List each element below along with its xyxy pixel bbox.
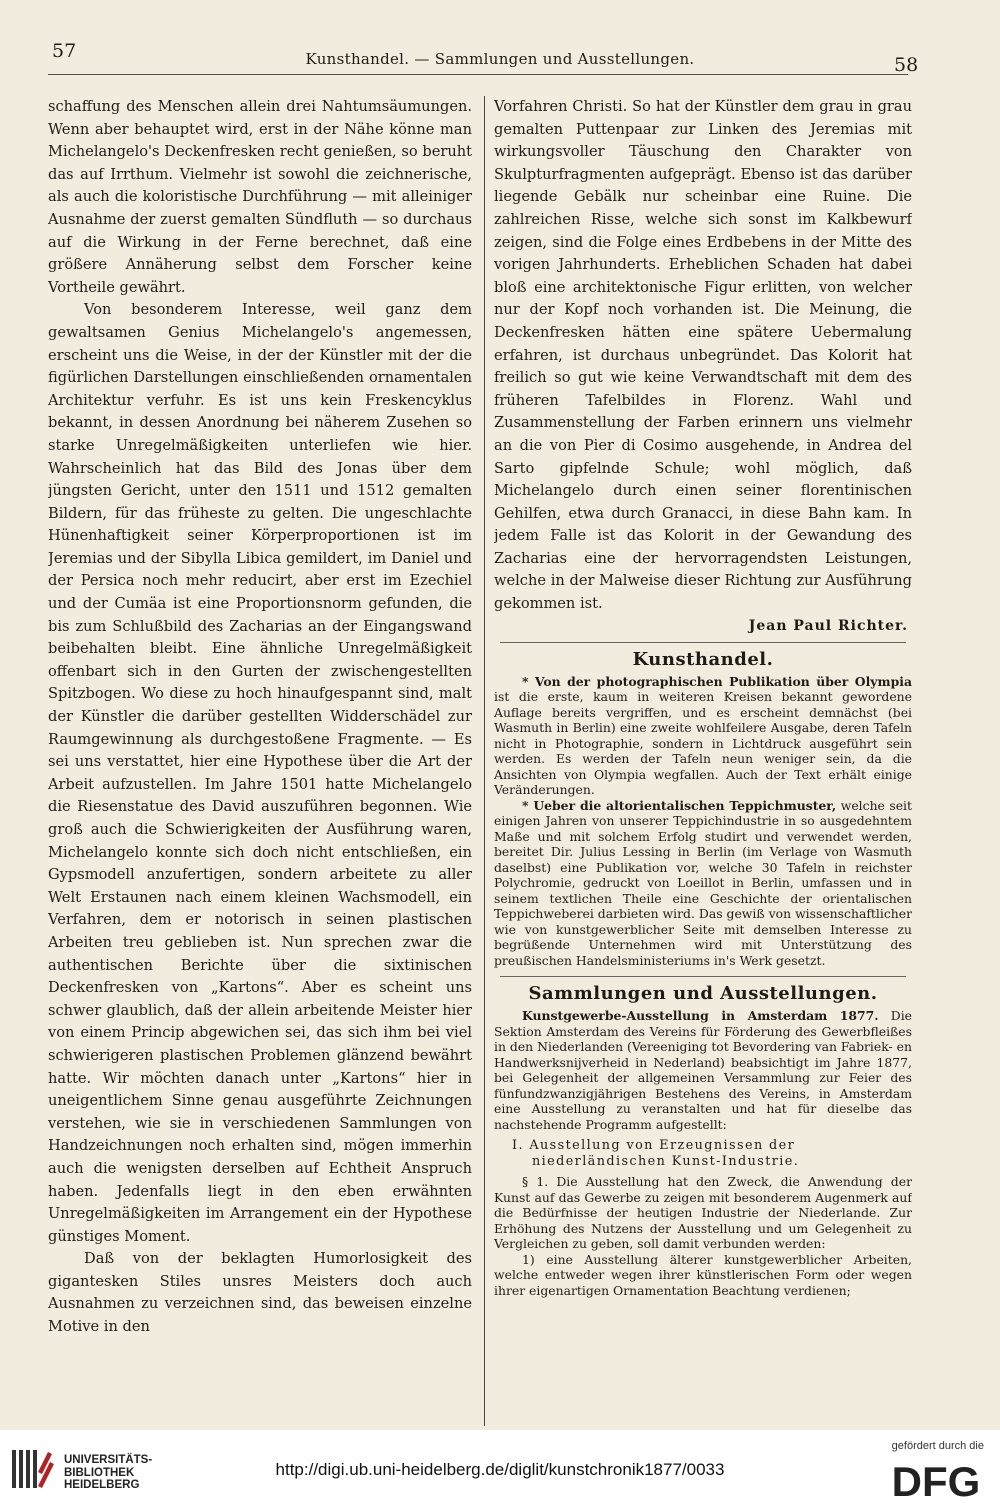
permalink-url[interactable]: http://digi.ub.uni-heidelberg.de/diglit/kunstchronik1877/0033	[275, 1460, 725, 1479]
library-name-line: BIBLIOTHEK	[64, 1466, 135, 1479]
program-subheading: I. Ausstellung von Erzeugnissen der niederländischen Kunst-Industrie.	[512, 1138, 800, 1170]
viewer-footer	[0, 1430, 1000, 1512]
right-continuation: Vorfahren Christi. So hat der Künstler dem grau in grau gemalten Puttenpaar zur Linken des Jeremias mit wirkungsvoller Täuschung den Charakter von Skulpturfragmenten aufgeprägt. Ebenso ist das darüber liegende Gebälk nur scheinbar eine Ruine. Die zahlreichen Risse, welche sich sonst im Kalkbewurf zeigen, sind die Folge eines Erdbebens in der Mitte des vorigen Jahrhunderts. Erheblichen Schaden hat dabei bloß eine architektonische Figur erlitten, von welcher nur der Kopf noch vorhanden ist. Die Meinung, die Deckenfresken hätten eine spätere Uebermalung erfahren, ist durchaus unbegründet. Das Kolorit hat freilich so gut wie keine Verwandtschaft mit dem des früheren Tafelbildes in Florenz. Wahl und Zusammenstellung der Farben erinnern uns vielmehr an die von Pier di Cosimo ausgehende, in Andrea del Sarto gipfelnde Schule; wohl möglich, daß Michelangelo durch einen seiner florentinischen Gehilfen, etwa durch Granacci, in diese Bahn kam. In jedem Falle ist das Kolorit in der Gewandung des Zacharias eine der hervorragendsten Leistungen, welche in der Malweise dieser Richtung zur Ausführung gekommen ist.	[494, 98, 912, 613]
item-text: Die Sektion Amsterdam des Vereins für Förderung des Gewerbfleißes in den Niederlanden (Vereeniging tot Bevordering van Fabriek- en Handwerksnijverheid in Nederland) beabsichtigt im Jahre 1877, bei Gelegenheit der allgemeinen Versammlung zur Feier des fünfundzwanzigjährigen Bestehens des Vereins, in Amsterdam eine Ausstellung zu veranstalten und hat für dieselbe das nachstehende Programm aufgestellt:	[494, 1008, 912, 1132]
left-column	[48, 96, 472, 1426]
left-paragraph-1: schaffung des Menschen allein drei Nahtumsäumungen. Wenn aber behauptet wird, erst in der Nähe könne man Michelangelo's Deckenfresken recht genießen, so beruht das auf Irrthum. Vielmehr ist sowohl die zeichnerische, als auch die koloristische Durchführung — mit alleiniger Ausnahme der zuerst gemalten Sündfluth — so durchaus auf die Wirkung in der Ferne berechnet, daß eine größere Annäherung selbst dem Forscher keine Vortheile gewährt.	[48, 98, 472, 296]
item-text: ist die erste, kaum in weiteren Kreisen bekannt gewordene Auflage bereits vergriffen, und es erscheint demnächst (bei Wasmuth in Berlin) eine zweite wohlfeilere Ausgabe, deren Tafeln nicht in Photographie, sondern in Lichtdruck ausgeführt sein werden. Es werden der Tafeln neun weniger sein, da die Ansichten von Olympia wegfallen. Auch der Text erhält einige Veränderungen.	[494, 689, 912, 798]
page-number-left: 57	[52, 40, 77, 62]
section-title-sammlungen: Sammlungen und Ausstellungen.	[528, 983, 878, 1005]
column-rule	[484, 96, 485, 1426]
dfg-logo-text: DFG	[891, 1458, 981, 1502]
section-separator	[500, 976, 906, 977]
program-paragraph-2: 1) eine Ausstellung älterer kunstgewerblicher Arbeiten, welche entweder wegen ihrer künstlerischen Form oder wegen ihrer eigenartigen Ornamentation Beachtung verdienen;	[494, 1251, 912, 1298]
page-number-right: 58	[894, 54, 919, 76]
author-signature: Jean Paul Richter.	[748, 617, 908, 634]
dfg-logo-icon	[884, 1456, 988, 1502]
library-name-line: HEIDELBERG	[64, 1479, 140, 1491]
item-lead: Kunstgewerbe-Ausstellung in Amsterdam 1877.	[522, 1008, 879, 1024]
funded-by-text: gefördert durch die	[891, 1440, 984, 1452]
sammlungen-intro	[494, 1008, 912, 1132]
header-rule	[48, 74, 908, 75]
left-paragraph-3: Daß von der beklagten Humorlosigkeit des gigantesken Stiles unsres Meisters doch auch Ausnahmen zu verzeichnen sind, das beweisen einzelne Motive in den	[48, 1250, 472, 1336]
item-text: welche seit einigen Jahren von unserer Teppichindustrie in so ausgedehntem Maße und mit solchem Erfolg studirt und verwendet werden, bereitet Dir. Julius Lessing in Berlin (im Verlage von Wasmuth daselbst) eine Publikation vor, welche 30 Tafeln in reichster Polychromie, gedruckt von Loeillot in Berlin, umfassen und in seinem textlichen Theile eine Geschichte der orientalischen Teppichweberei darbieten wird. Das gewiß von wissenschaftlicher wie von kunstgewerblicher Seite mit demselben Interesse zu begrüßende Unternehmen wird mit Unterstützung des preußischen Handelsministeriums in's Werk gesetzt.	[494, 797, 912, 968]
section-separator	[500, 642, 906, 643]
kunsthandel-item-olympia	[494, 674, 912, 798]
section-title-kunsthandel: Kunsthandel.	[632, 648, 774, 670]
library-name-line: UNIVERSITÄTS-	[64, 1454, 153, 1466]
item-lead: * Von der photographischen Publikation über Olympia	[522, 673, 912, 689]
running-head: Kunsthandel. — Sammlungen und Ausstellungen.	[305, 50, 695, 68]
item-lead: * Ueber die altorientalischen Teppichmuster,	[522, 797, 837, 813]
left-paragraph-2: Von besonderem Interesse, weil ganz dem gewaltsamen Genius Michelangelo's angemessen, erscheint uns die Weise, in der der Künstler mit der die figürlichen Darstellungen einschließenden ornamentalen Architektur verfuhr. Es ist uns kein Freskencyklus bekannt, in dessen Anordnung bei näherem Zusehen so starke Unregelmäßigkeiten unterliefen wie hier. Wahrscheinlich hat das Bild des Jonas über dem jüngsten Gericht, unter den 1511 und 1512 gemalten Bildern, für das früheste zu gelten. Die ungeschlachte Hünenhaftigkeit seiner Körperproportionen ist im Jeremias und der Sibylla Libica gemildert, im Daniel und der Persica noch mehr reducirt, aber erst im Ezechiel und der Cumäa ist eine Proportionsnorm gefunden, die bis zum Schlußbild des Zacharias an der Eingangswand beibehalten bleibt. Eine ähnliche Unregelmäßigkeit offenbart sich in den Gurten der zwischengestellten Spitzbogen. Wo diese zu hoch hinaufgespannt sind, malt der Künstler die darüber gestellten Widderschädel zur Raumgewinnung als durchgestoßene Fragmente. — Es sei uns verstattet, hier eine Hypothese über die Art der Arbeit aufzustellen. Im Jahre 1501 hatte Michelangelo die Riesenstatue des David auszuführen begonnen. Wie groß auch die Schwierigkeiten der Ausführung waren, Michelangelo konnte sich doch nicht entschließen, ein Gypsmodell anzufertigen, sondern arbeitete zu aller Welt Erstaunen nach einem kleinen Wachsmodell, ein Verfahren, dem er notorisch in seinen plastischen Arbeiten treu geblieben ist. Nun sprechen zwar die authentischen Berichte über die sixtinischen Deckenfresken von „Kartons“. Aber es scheint uns schwer glaublich, daß der allein arbeitende Meister hier von einem Princip abgewichen sei, das sich ihm bei viel schwierigeren plastischen Problemen glänzend bewährt hatte. Wir möchten danach unter „Kartons“ hier in uneigentlichem Sinne genau ausgeführte Zeichnungen verstehen, wie sie in verschiedenen Sammlungen von Handzeichnungen noch erhalten sind, mögen immerhin auch die wenigsten derselben auf Echtheit Anspruch haben. Jedenfalls liegt in den eben erwähnten Unregelmäßigkeiten im Arrangement ein der Hypothese günstiges Moment.	[48, 301, 472, 1245]
right-column	[494, 96, 912, 1426]
kunsthandel-item-teppich	[494, 798, 912, 969]
program-paragraph-1: § 1. Die Ausstellung hat den Zweck, die Anwendung der Kunst auf das Gewerbe zu zeigen mit besonderem Augenmerk auf die Bedürfnisse der heutigen Industrie der Niederlande. Zur Erhöhung des Nutzens der Ausstellung und um Gelegenheit zu Vergleichen zu geben, soll damit verbunden werden:	[494, 1174, 912, 1252]
